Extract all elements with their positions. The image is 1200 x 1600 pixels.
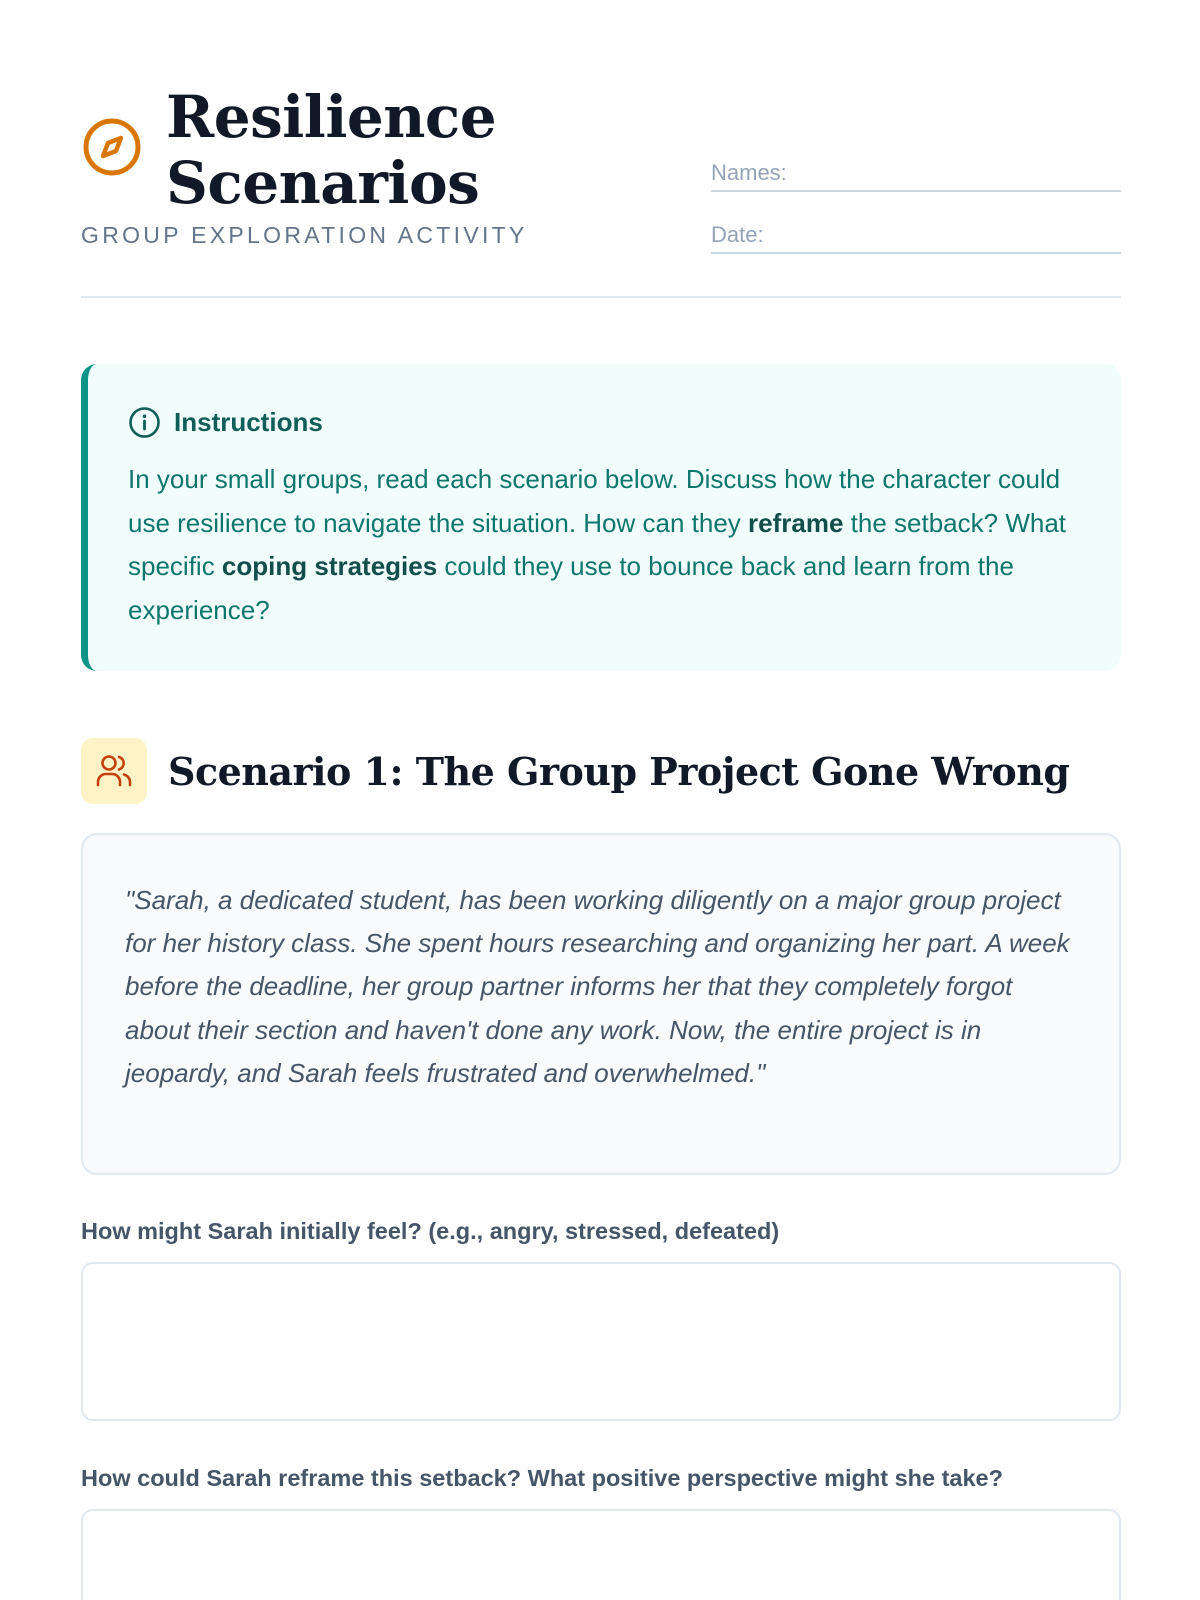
answer-field-1[interactable]: [81, 1262, 1121, 1421]
scenario-title: Scenario 1: The Group Project Gone Wrong: [168, 748, 1070, 794]
instructions-title: Instructions: [174, 406, 323, 437]
date-label: Date:: [711, 222, 764, 247]
compass-icon: [81, 116, 143, 178]
info-icon: [128, 406, 161, 439]
scenario-icon-badge: [81, 738, 147, 804]
title-line-2: Scenarios: [166, 149, 480, 217]
instructions-text: [128, 458, 1081, 632]
reframe-emphasis: reframe: [748, 507, 844, 538]
title-line-1: Resilience: [166, 83, 497, 151]
page-subtitle: GROUP EXPLORATION ACTIVITY: [81, 222, 528, 248]
coping-emphasis: coping strategies: [221, 551, 438, 581]
scenario-story-box: [81, 833, 1121, 1175]
worksheet-page: [81, 0, 1121, 1600]
names-field[interactable]: [711, 156, 1121, 192]
date-field[interactable]: [711, 218, 1121, 254]
names-label: Names:: [711, 160, 787, 185]
scenario-story: "Sarah, a dedicated student, has been working diligently on a major group project for her history class. She spent hours researching and organizing her part. A week before the deadline, her group partner informs her that they completely forgot about their section and haven't done any work. Now, the entire project is in jeopardy, and Sarah feels frustrated and overwhelmed.": [125, 885, 1070, 1088]
worksheet-header: [81, 0, 1121, 298]
answer-field-2[interactable]: [81, 1509, 1121, 1600]
scenario-heading: [81, 738, 1069, 804]
instructions-text-part: could they use to bounce back and learn from the experience?: [128, 551, 1014, 625]
question-label-2: How could Sarah reframe this setback? What positive perspective might she take?: [81, 1465, 1003, 1491]
instructions-text-part: In your small groups, read each scenario below. Discuss how the character could use resilience to navigate the situation. How can they: [128, 464, 1061, 538]
instructions-box: [81, 364, 1121, 671]
instructions-text-part: the setback? What specific: [128, 507, 1066, 581]
instructions-heading: [128, 404, 1081, 440]
page-title: [166, 84, 496, 216]
users-icon: [95, 752, 133, 790]
question-label-1: How might Sarah initially feel? (e.g., angry, stressed, defeated): [81, 1218, 780, 1244]
